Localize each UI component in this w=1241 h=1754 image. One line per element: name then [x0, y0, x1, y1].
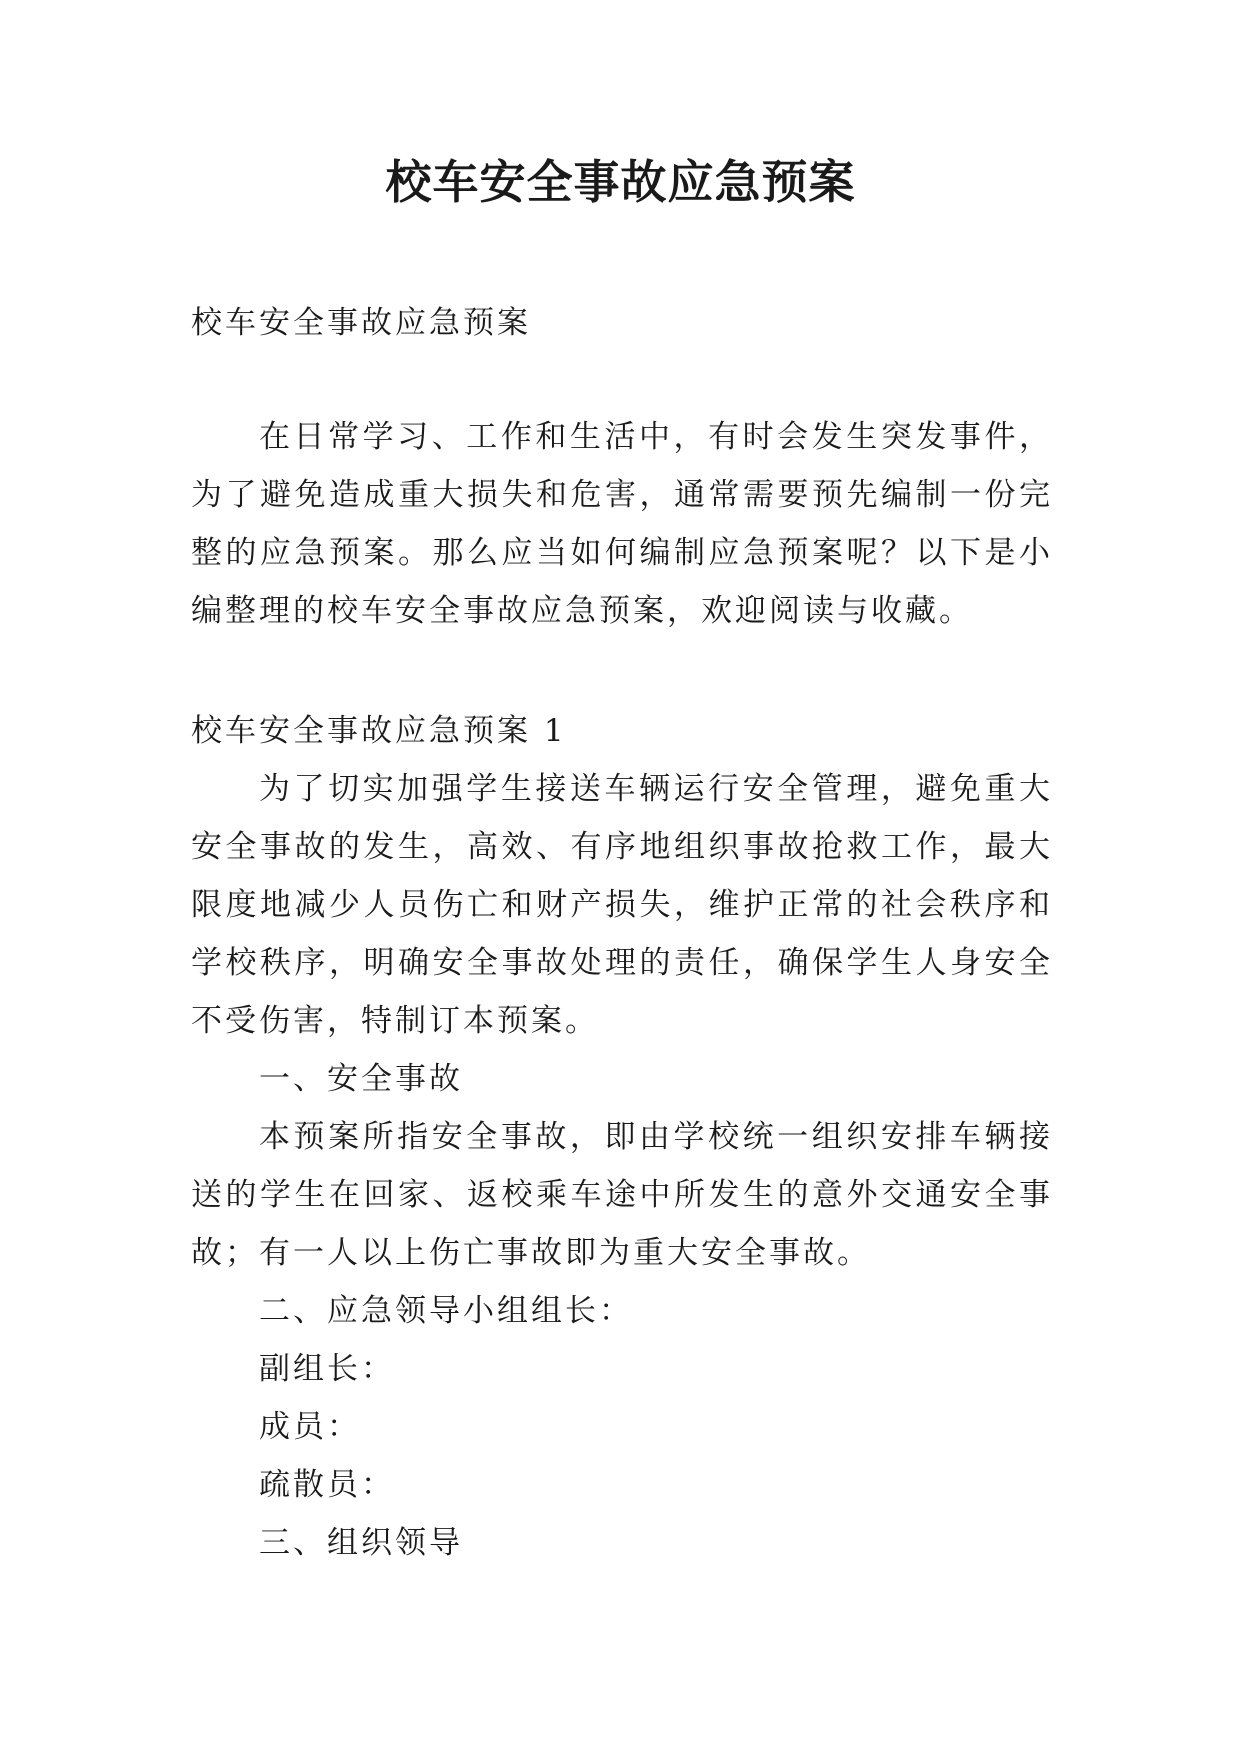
item-heading-organization: 三、组织领导: [259, 1525, 463, 1561]
document-subtitle: 校车安全事故应急预案: [191, 305, 531, 341]
section-paragraph: 为了切实加强学生接送车辆运行安全管理，避免重大安全事故的发生，高效、有序地组织事故抢救工作，最大限度地减少人员伤亡和财产损失，维护正常的社会秩序和学校秩序，明确安全事故处理的责任，确保学生人身安全不受伤害，特制订本预案。: [191, 771, 1053, 1039]
item-heading-safety-accident: 一、安全事故: [259, 1061, 463, 1097]
document-body: [191, 294, 1053, 1572]
item-heading-leader-group: 二、应急领导小组组长：: [259, 1293, 633, 1329]
item-body-safety-accident: 本预案所指安全事故，即由学校统一组织安排车辆接送的学生在回家、返校乘车途中所发生的意外交通安全事故；有一人以上伤亡事故即为重大安全事故。: [191, 1119, 1053, 1271]
members-line: 成员：: [259, 1409, 361, 1445]
deputy-leader-line: 副组长：: [259, 1351, 395, 1387]
document-title: 校车安全事故应急预案: [385, 155, 856, 209]
evacuator-line: 疏散员：: [259, 1467, 395, 1503]
intro-paragraph: 在日常学习、工作和生活中，有时会发生突发事件，为了避免造成重大损失和危害，通常需要预先编制一份完整的应急预案。那么应当如何编制应急预案呢？以下是小编整理的校车安全事故应急预案，欢迎阅读与收藏。: [191, 419, 1053, 629]
section-heading: 校车安全事故应急预案 1: [191, 713, 567, 749]
